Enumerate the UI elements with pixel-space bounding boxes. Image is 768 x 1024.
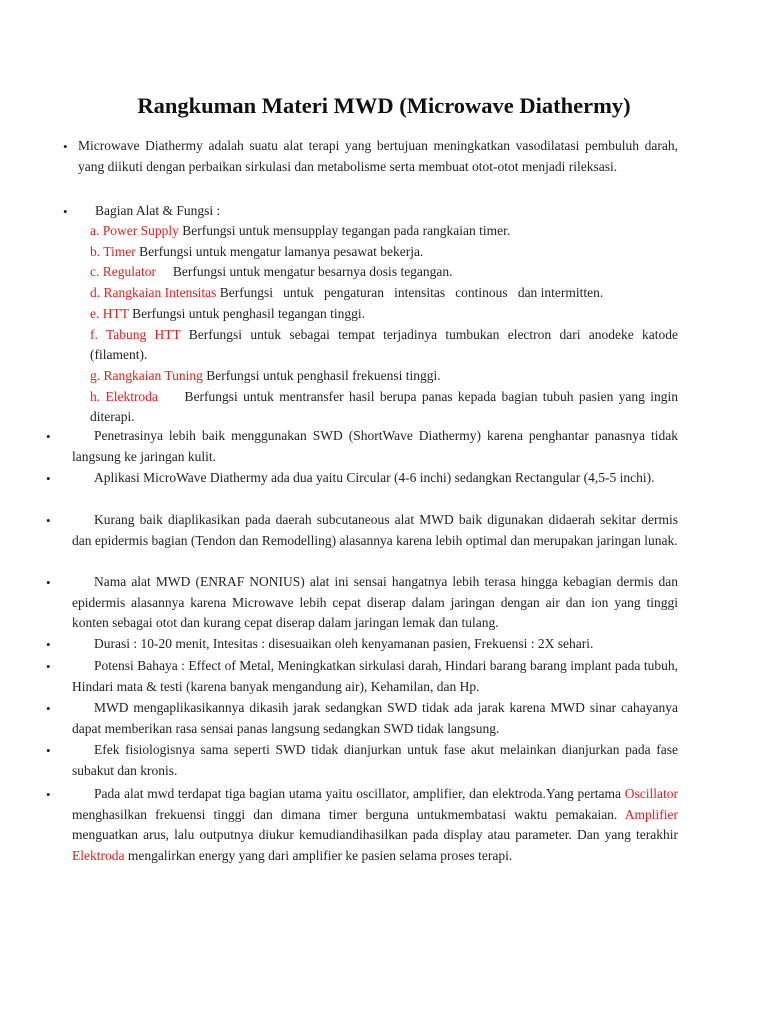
term-elektroda: Elektroda <box>72 848 125 864</box>
part-desc: Berfungsi untuk mensupplay tegangan pada rangkaian timer. <box>178 223 511 238</box>
page-title: Rangkuman Materi MWD (Microwave Diathermy) <box>137 93 631 118</box>
part-item <box>90 242 678 263</box>
part-term: d. Rangkaian Intensitas <box>90 285 217 301</box>
point-paragraph: Potensi Bahaya : Effect of Metal, Meningkatkan sirkulasi darah, Hindari barang barang implant pada tubuh, Hindari mata & testi (karena banyak mengandung air), Kehamilan, dan Hp. <box>72 658 678 694</box>
point-paragraph: Efek fisiologisnya sama seperti SWD tidak dianjurkan untuk fase akut melainkan dianjurkan pada fase subakut dan kronis. <box>72 742 678 778</box>
term-amplifier: Amplifier <box>624 806 678 822</box>
point-paragraph: Kurang baik diaplikasikan pada daerah subcutaneous alat MWD baik digunakan didaerah sekitar dermis dan epidermis bagian (Tendon dan Remodelling) alasannya karena lebih optimal dan merupakan jaringan lunak. <box>72 512 678 548</box>
part-desc: Berfungsi untuk sebagai tempat terjadinya tumbukan electron dari anodeke katode (filament). <box>90 326 678 363</box>
part-item <box>90 366 678 387</box>
part-term: c. Regulator <box>90 264 156 280</box>
bullet-point: • <box>46 575 51 590</box>
part-item <box>90 262 678 283</box>
part-item <box>90 304 678 325</box>
part-desc: Berfungsi untuk mengatur lamanya pesawat bekerja. <box>135 243 424 259</box>
bullet-point: • <box>46 471 51 486</box>
part-term: b. Timer <box>90 243 136 259</box>
bullet-point: • <box>46 659 51 674</box>
bullet-point: • <box>46 513 51 528</box>
point-paragraph: Durasi : 10-20 menit, Intesitas : disesuaikan oleh kenyamanan pasien, Frekuensi : 2X sehari. <box>94 636 594 651</box>
term-oscillator: Oscillator <box>624 786 678 801</box>
bullet-point: • <box>46 787 51 802</box>
part-item <box>90 221 678 242</box>
bullet-point: • <box>46 701 51 716</box>
parts-heading: Bagian Alat & Fungsi : <box>95 203 221 218</box>
part-term: f. Tabung HTT <box>90 326 181 342</box>
part-desc: Berfungsi untuk mengatur besarnya dosis tegangan. <box>155 264 453 280</box>
part-desc: Berfungsi untuk mentransfer hasil berupa panas kepada bagian tubuh pasien yang ingin diterapi. <box>90 388 682 425</box>
point-paragraph: Penetrasinya lebih baik menggunakan SWD (ShortWave Diathermy) karena penghantar panasnya tidak langsung ke jaringan kulit. <box>72 428 678 464</box>
part-desc: Berfungsi untuk penghasil tegangan tinggi. <box>128 305 365 321</box>
bullet-point: • <box>46 429 51 444</box>
point-paragraph: Aplikasi MicroWave Diathermy ada dua yaitu Circular (4-6 inchi) sedangkan Rectangular (4,5-5 inchi). <box>94 470 655 485</box>
part-item <box>90 283 678 304</box>
part-term: g. Rangkaian Tuning <box>90 367 203 383</box>
bullet-intro: • <box>63 139 68 154</box>
point-paragraph: MWD mengaplikasikannya dikasih jarak sedangkan SWD tidak ada jarak karena MWD sinar cahayanya dapat memberikan rasa sensai panas langsung sedangkan SWD tidak langsung. <box>72 700 678 736</box>
point-paragraph: Nama alat MWD (ENRAF NONIUS) alat ini sensai hangatnya lebih terasa hingga kebagian dermis dan epidermis alasannya karena Microwave lebih cepat diserap dalam jaringan dengan air dan ion yang tinggi konten sebagai otot dan kurang cepat diserap dalam jaringan lemak dan tulang. <box>72 574 678 631</box>
bullet-parts: • <box>63 204 68 219</box>
part-desc: Berfungsi untuk penghasil frekuensi tinggi. <box>202 367 441 383</box>
part-item <box>90 325 678 366</box>
part-item <box>90 387 682 428</box>
part-term: h. Elektroda <box>90 388 158 404</box>
part-term: a. Power Supply <box>90 223 179 238</box>
bullet-point: • <box>46 637 51 652</box>
bullet-point: • <box>46 743 51 758</box>
point-paragraph-components: Pada alat mwd terdapat tiga bagian utama yaitu oscillator, amplifier, dan elektroda.Yang pertama Oscillator menghasilkan frekuensi tinggi dan dimana timer berguna untukmembatasi waktu pemakaian. Amplifier menguatkan arus, lalu outputnya diukur kemudiandihasilkan pada display atau parameter. Dan yang terakhir Elektroda mengalirkan energy yang dari amplifier ke pasien selama proses terapi. <box>72 786 678 864</box>
part-desc: Berfungsi untuk pengaturan intensitas continous dan intermitten. <box>216 285 604 301</box>
intro-paragraph: Microwave Diathermy adalah suatu alat terapi yang bertujuan meningkatkan vasodilatasi pembuluh darah, yang diikuti dengan perbaikan sirkulasi dan metabolisme serta membuat otot-otot menjadi rileksasi. <box>78 138 678 174</box>
part-term: e. HTT <box>90 305 129 321</box>
parts-list <box>90 221 682 428</box>
